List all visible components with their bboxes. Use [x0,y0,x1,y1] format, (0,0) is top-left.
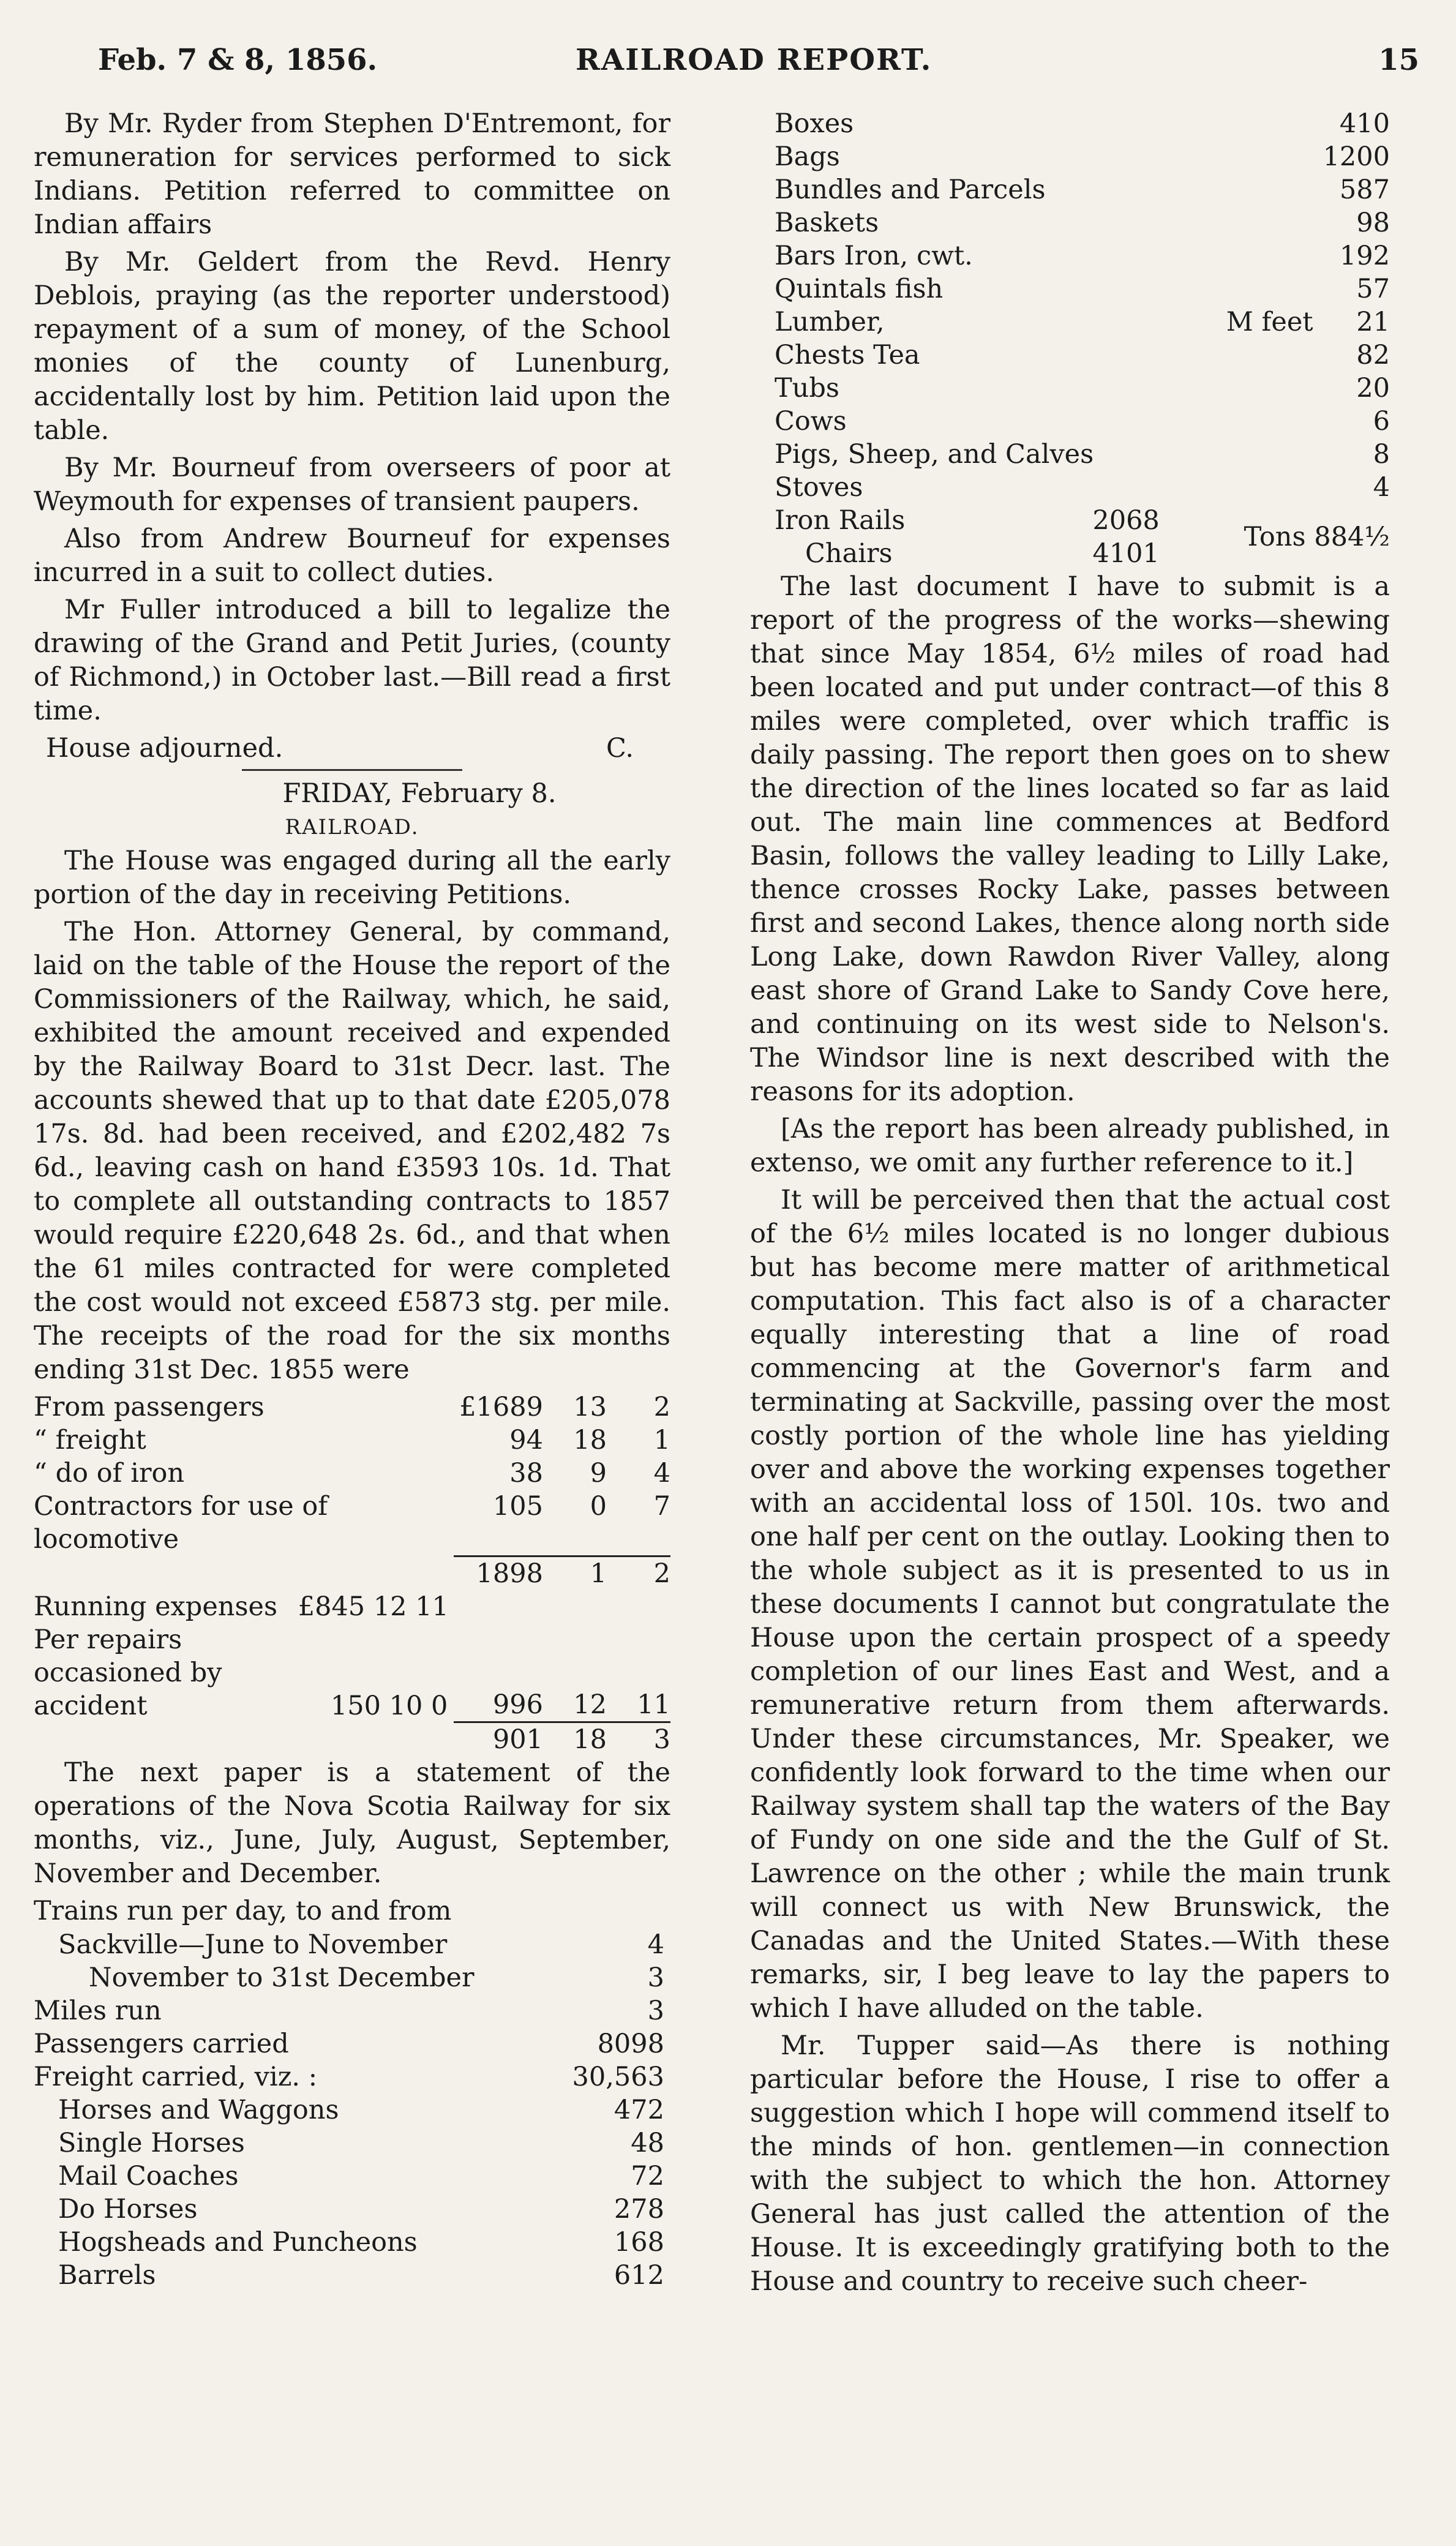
freight-unit: M feet [1226,307,1313,337]
freight-label: Chests Tea [775,340,920,370]
freight-value: 587 [1339,175,1390,205]
freight-row [750,206,1390,239]
operations-value: 168 [614,2227,664,2258]
operations-value: 8098 [597,2029,664,2059]
receipt-row [34,1391,670,1424]
receipt-row [34,1457,670,1490]
receipt-shillings: 9 [590,1458,607,1489]
tons-total: Tons 884½ [1244,522,1390,552]
friday-heading: FRIDAY, February 8. [282,778,557,809]
operations-label: Mail Coaches [58,2161,239,2191]
operations-value: 3 [647,1962,664,1993]
freight-row [750,173,1390,206]
chairs-label: Chairs [805,538,893,569]
freight-value: 6 [1373,406,1390,437]
receipt-shillings: 0 [590,1491,607,1522]
receipt-label: From passengers [34,1392,265,1422]
trains-label: Trains run per day, to and from [34,1896,452,1926]
freight-unit [1147,339,1313,372]
freight-value: 98 [1356,208,1390,238]
operations-row [34,2226,670,2259]
operations-value: 3 [647,1996,664,2026]
repairs-label: Per repairs occasioned by accident [34,1624,222,1721]
iron-rails-label: Iron Rails [775,505,906,536]
petition-ryder: By Mr. Ryder from Stephen D'Entremont, for remuneration for services performed to sick Indians. Petition referred to committee on Indian affairs [34,108,670,240]
total1-a: 1898 [454,1556,543,1590]
freight-unit [1147,239,1313,272]
total2-b: 18 [543,1722,607,1757]
next-paper-para: The next paper is a statement of the operations of the Nova Scotia Railway for six months, viz., June, July, August, September, November and December. [34,1757,670,1889]
freight-unit [1147,107,1313,140]
total1-c: 2 [607,1556,670,1590]
freight-value: 57 [1356,274,1390,304]
freight-row [750,471,1390,504]
freight-row [750,272,1390,306]
total2-c: 3 [607,1722,670,1757]
report-published-para: [As the report has been already published, in extenso, we omit any further reference to it.] [750,1114,1390,1178]
house-adjourned: House adjourned. [46,733,283,764]
receipts-table [34,1391,670,1756]
freight-unit [1147,173,1313,206]
cost-perceived-para: It will be perceived then that the actual cost of the 6½ miles located is no longer dubious but has become mere matter of arithmetical computation. This fact also is of a character equally interesting that a line of road commencing at the Governor's farm and terminating at Sackville, passing over the most costly portion of the whole line has yielding over and above the working expenses together with an accidental loss of 150l. 10s. two and one half per cent on the outlay. Looking then to the whole subject as it is presented to us in these documents I cannot but congratulate the House upon the certain prospect of a speedy completion of our lines East and West, and a remunerative return from them afterwards. Under these circumstances, Mr. Speaker, we confidently look forward to the time when our Railway system shall tap the waters of the Bay of Fundy on one side and the the Gulf of St. Lawrence on the other ; while the main trunk will connect us with New Brunswick, the Canadas and the United States.—With these remarks, sir, I beg leave to lay the papers to which I have alluded on the table. [750,1185,1390,2024]
operations-value: 472 [614,2095,664,2125]
freight-unit [1147,471,1313,504]
freight-row [750,107,1390,140]
freight-unit [1147,140,1313,173]
freight-row [750,372,1390,405]
operations-row [34,1961,670,1994]
repairs-total-b: 12 [573,1689,607,1720]
operations-value: 30,563 [572,2062,664,2092]
freight-value: 1200 [1323,141,1390,172]
total1-b: 1 [543,1556,607,1590]
right-column [750,107,1390,2302]
receipt-label: Contractors for use of locomotive [34,1491,328,1555]
operations-label: November to 31st December [89,1962,475,1993]
receipt-pence: 4 [653,1458,670,1489]
receipt-pence: 2 [653,1392,670,1422]
operations-label: Miles run [34,1996,162,2026]
receipt-label: “ freight [34,1425,146,1455]
operations-row [34,2027,670,2060]
freight-value: 82 [1356,340,1390,370]
freight-row [750,306,1390,339]
operations-label: Do Horses [58,2194,198,2225]
operations-label: Single Horses [58,2128,245,2158]
petitions-para: The House was engaged during all the early portion of the day in receiving Petitions. [34,846,670,910]
railroad-heading: RAILROAD. [285,815,419,839]
receipt-pounds: 94 [509,1425,543,1455]
operations-value: 4 [647,1929,664,1960]
works-progress-para: The last document I have to submit is a report of the progress of the works—shewing that since May 1854, 6½ miles of road had been located and put under contract—of this 8 miles were completed, over which traffic is daily passing. The report then goes on to shew the direction of the lines located so far as laid out. The main line commences at Bedford Basin, follows the valley leading to Lilly Lake, thence crosses Rocky Lake, passes between first and second Lakes, thence along north side Long Lake, down Rawdon River Valley, along east shore of Grand Lake to Sandy Cove here, and continuing on its west side to Nelson's. The Windsor line is next described with the reasons for its adoption. [750,571,1390,1107]
receipt-row [34,1424,670,1457]
freight-unit [1147,272,1313,306]
receipt-label: “ do of iron [34,1458,185,1489]
operations-row [34,2160,670,2193]
freight-unit [1147,206,1313,239]
freight-row [750,239,1390,272]
freight-value: 192 [1339,241,1390,271]
repairs-total-a: 996 [492,1689,543,1720]
operations-row [34,2127,670,2160]
freight-unit [1147,405,1313,438]
page-title: RAILROAD REPORT. [576,43,933,77]
operations-row [34,2094,670,2127]
operations-label: Hogsheads and Puncheons [58,2227,418,2258]
petition-bourneuf: By Mr. Bourneuf from overseers of poor at Weymouth for expenses of transient paupers. [34,452,670,517]
freight-value: 8 [1373,439,1390,470]
operations-label: Passengers carried [34,2029,289,2059]
left-column [34,107,670,2292]
receipt-pounds: 38 [509,1458,543,1489]
freight-label: Tubs [775,373,839,404]
total2-a: 901 [454,1722,543,1757]
operations-label: Freight carried, viz. : [34,2062,318,2092]
receipt-pounds: £1689 [459,1392,543,1422]
freight-label: Quintals fish [775,274,944,304]
freight-row [750,438,1390,471]
freight-value: 4 [1373,472,1390,503]
page-date: Feb. 7 & 8, 1856. [98,43,378,77]
running-expenses-label: Running expenses [34,1591,278,1622]
petition-andrew-bourneuf: Also from Andrew Bourneuf for expenses incurred in a suit to collect duties. [34,524,670,588]
operations-value: 48 [631,2128,664,2158]
operations-row [34,2259,670,2292]
operations-row [34,2193,670,2226]
page-number: 15 [1378,43,1419,77]
repairs-total-c: 11 [637,1689,670,1720]
iron-rails-value: 2068 [1092,505,1160,536]
petition-geldert: By Mr. Geldert from the Revd. Henry Deblois, praying (as the reporter understood) repayment of a sum of money, of the School monies of the county of Lunenburg, accidentally lost by him. Petition laid upon the table. [34,247,670,446]
operations-label: Sackville—June to November [58,1929,448,1960]
freight-label: Bars Iron, cwt. [775,241,973,271]
chairs-value: 4101 [1092,538,1160,569]
freight-unit [1147,372,1313,405]
freight-label: Baskets [775,208,879,238]
reporter-signature: C. [606,733,634,764]
operations-label: Horses and Waggons [58,2095,339,2125]
operations-value: 278 [614,2194,664,2225]
freight-label: Boxes [775,108,854,139]
freight-label: Stoves [775,472,863,503]
receipt-row [34,1490,670,1556]
operations-value: 612 [614,2260,664,2291]
receipt-shillings: 18 [573,1425,607,1455]
operations-table [34,1928,670,2292]
operations-label: Barrels [58,2260,156,2291]
freight-value: 410 [1339,108,1390,139]
freight-value: 21 [1356,307,1390,337]
freight-table [750,107,1390,504]
freight-row [750,140,1390,173]
operations-value: 72 [631,2161,664,2191]
receipt-pence: 1 [653,1425,670,1455]
operations-row [34,1994,670,2027]
freight-value: 20 [1356,373,1390,404]
adjourn-line [34,732,670,765]
freight-label: Cows [775,406,847,437]
freight-label: Bundles and Parcels [775,175,1046,205]
receipt-pounds: 105 [492,1491,543,1522]
section-divider [242,769,462,771]
freight-label: Bags [775,141,840,172]
receipt-shillings: 13 [573,1392,607,1422]
freight-label: Lumber, [775,307,885,337]
freight-label: Pigs, Sheep, and Calves [775,439,1094,470]
iron-rails-table [750,504,1390,570]
repairs-values: 150 10 0 [330,1690,448,1721]
freight-row [750,339,1390,372]
freight-unit [1147,438,1313,471]
operations-row [34,1928,670,1961]
operations-row [34,2060,670,2094]
running-expenses-values: £845 12 11 [298,1591,449,1622]
freight-row [750,405,1390,438]
attorney-general-para: The Hon. Attorney General, by command, laid on the table of the House the report of the Commissioners of the Railway, which, he said, exhibited the amount received and expended by the Railway Board to 31st Decr. last. The accounts shewed that up to that date £205,078 17s. 8d. had been received, and £202,482 7s 6d., leaving cash on hand £3593 10s. 1d. That to complete all outstanding contracts to 1857 would require £220,648 2s. 6d., and that when the 61 miles contracted for were completed the cost would not exceed £5873 stg. per mile. The receipts of the road for the six months ending 31st Dec. 1855 were [34,917,670,1385]
fuller-bill: Mr Fuller introduced a bill to legalize the drawing of the Grand and Petit Juries, (county of Richmond,) in October last.—Bill read a first time. [34,595,670,726]
tupper-para: Mr. Tupper said—As there is nothing particular before the House, I rise to offer a suggestion which I hope will commend itself to the minds of hon. gentlemen—in connection with the subject to which the hon. Attorney General has just called the attention of the House. It is exceedingly gratifying both to the House and country to receive such cheer- [750,2030,1390,2297]
receipt-pence: 7 [653,1491,670,1522]
